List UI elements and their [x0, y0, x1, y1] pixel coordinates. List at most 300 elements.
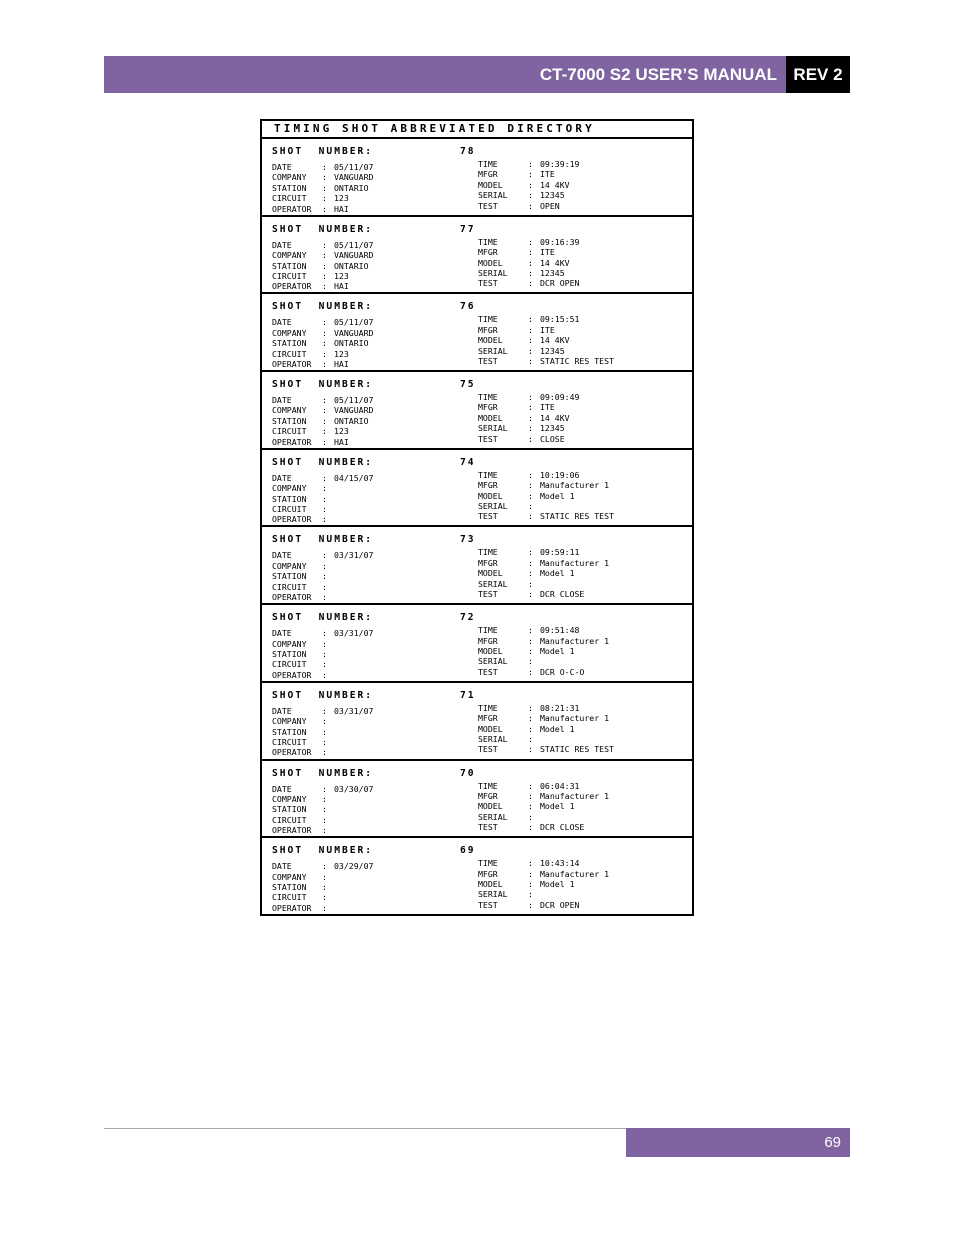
shot-record: [262, 217, 692, 295]
field-value: 04/15/07: [334, 472, 374, 483]
field-separator: :: [528, 656, 533, 667]
field-separator: :: [528, 469, 533, 480]
field-label: SERIAL: [478, 734, 508, 745]
field-label: TIME: [478, 469, 498, 480]
field-value: HAI: [334, 281, 349, 292]
shot-number: 70: [460, 767, 476, 779]
shot-record: [262, 372, 692, 450]
field-time: [478, 858, 609, 868]
field-mfgr: [478, 558, 609, 568]
field-label: MFGR: [478, 402, 498, 413]
field-time: [478, 470, 614, 480]
shot-left-fields: [272, 861, 373, 913]
field-operator: [272, 825, 373, 835]
field-mfgr: [478, 402, 579, 412]
field-mfgr: [478, 791, 609, 801]
field-separator: :: [322, 560, 327, 571]
field-separator: :: [528, 780, 533, 791]
field-label: TIME: [478, 547, 498, 558]
field-separator: :: [528, 500, 533, 511]
field-label: TEST: [478, 433, 498, 444]
field-separator: :: [528, 702, 533, 713]
field-label: MFGR: [478, 635, 498, 646]
field-separator: :: [528, 392, 533, 403]
field-value: 12345: [540, 345, 565, 356]
field-label: OPERATOR: [272, 825, 312, 836]
field-circuit: [272, 815, 373, 825]
field-label: DATE: [272, 472, 292, 483]
field-label: TIME: [478, 702, 498, 713]
field-test: [478, 744, 614, 754]
field-label: OPERATOR: [272, 592, 312, 603]
field-value: VANGUARD: [334, 172, 374, 183]
field-serial: [478, 190, 579, 200]
field-serial: [478, 346, 614, 356]
field-value: ONTARIO: [334, 415, 369, 426]
field-separator: :: [322, 737, 327, 748]
field-separator: :: [322, 814, 327, 825]
field-value: 123: [334, 426, 349, 437]
field-station: [272, 494, 373, 504]
field-separator: :: [528, 345, 533, 356]
field-label: MODEL: [478, 335, 503, 346]
field-separator: :: [322, 804, 327, 815]
field-value: 09:59:11: [540, 547, 580, 558]
field-label: OPERATOR: [272, 747, 312, 758]
field-serial: [478, 423, 579, 433]
field-label: TIME: [478, 314, 498, 325]
shot-record: [262, 450, 692, 528]
field-test: [478, 201, 579, 211]
field-value: 12345: [540, 267, 565, 278]
field-label: MODEL: [478, 179, 503, 190]
shot-record: [262, 838, 692, 916]
field-label: TEST: [478, 666, 498, 677]
field-label: MODEL: [478, 723, 503, 734]
field-operator: [272, 514, 373, 524]
field-operator: [272, 204, 373, 214]
field-operator: [272, 747, 373, 757]
field-value: HAI: [334, 359, 349, 369]
field-separator: :: [528, 547, 533, 558]
shot-record: [262, 605, 692, 683]
field-value: HAI: [334, 436, 349, 447]
field-separator: :: [528, 179, 533, 190]
shot-record: [262, 139, 692, 217]
field-label: SERIAL: [478, 578, 508, 589]
field-separator: :: [322, 493, 327, 504]
field-label: DATE: [272, 783, 292, 794]
field-station: [272, 649, 373, 659]
field-label: CIRCUIT: [272, 737, 307, 748]
field-date: [272, 784, 373, 794]
field-separator: :: [528, 625, 533, 636]
field-label: SERIAL: [478, 889, 508, 900]
field-label: COMPANY: [272, 716, 307, 727]
field-label: COMPANY: [272, 793, 307, 804]
field-value: DCR CLOSE: [540, 822, 585, 833]
field-date: [272, 240, 373, 250]
field-label: SERIAL: [478, 190, 508, 201]
field-separator: :: [322, 747, 327, 758]
field-model: [478, 335, 614, 345]
field-label: STATION: [272, 260, 307, 271]
field-separator: :: [528, 666, 533, 677]
field-separator: :: [322, 571, 327, 582]
field-value: 123: [334, 348, 349, 359]
field-value: ITE: [540, 247, 555, 258]
field-label: CIRCUIT: [272, 426, 307, 437]
field-test: [478, 822, 609, 832]
field-label: COMPANY: [272, 250, 307, 261]
shot-number-label: SHOT NUMBER:: [272, 456, 374, 468]
field-separator: :: [322, 861, 327, 872]
field-separator: :: [322, 716, 327, 727]
field-value: ITE: [540, 402, 555, 413]
field-label: CIRCUIT: [272, 659, 307, 670]
field-date: [272, 628, 373, 638]
field-mfgr: [478, 636, 609, 646]
field-separator: :: [528, 811, 533, 822]
field-test: [478, 434, 579, 444]
field-separator: :: [322, 193, 327, 204]
field-separator: :: [528, 236, 533, 247]
field-value: VANGUARD: [334, 250, 374, 261]
field-label: SERIAL: [478, 811, 508, 822]
field-separator: :: [528, 247, 533, 258]
field-separator: :: [528, 200, 533, 211]
shot-number-label: SHOT NUMBER:: [272, 379, 374, 391]
field-station: [272, 727, 373, 737]
field-value: 05/11/07: [334, 162, 374, 172]
field-company: [272, 872, 373, 882]
field-mfgr: [478, 869, 609, 879]
field-separator: :: [528, 169, 533, 180]
field-circuit: [272, 193, 373, 203]
field-separator: :: [322, 483, 327, 494]
shot-left-fields: [272, 162, 373, 214]
field-label: OPERATOR: [272, 203, 312, 214]
field-value: Model 1: [540, 879, 575, 889]
field-label: MFGR: [478, 324, 498, 335]
field-label: CIRCUIT: [272, 270, 307, 281]
field-time: [478, 314, 614, 324]
field-separator: :: [322, 338, 327, 349]
field-separator: :: [322, 825, 327, 836]
field-label: TIME: [478, 236, 498, 247]
field-date: [272, 395, 373, 405]
field-station: [272, 416, 373, 426]
field-label: TIME: [478, 858, 498, 869]
field-model: [478, 413, 579, 423]
field-separator: :: [322, 472, 327, 483]
field-separator: :: [528, 790, 533, 801]
shot-record: [262, 527, 692, 605]
field-value: Manufacturer 1: [540, 557, 610, 568]
field-separator: :: [322, 415, 327, 426]
shot-record: [262, 683, 692, 761]
field-separator: :: [528, 568, 533, 579]
field-separator: :: [322, 871, 327, 882]
field-value: STATIC RES TEST: [540, 744, 614, 755]
field-label: TEST: [478, 744, 498, 755]
field-separator: :: [528, 578, 533, 589]
field-value: VANGUARD: [334, 327, 374, 338]
field-label: STATION: [272, 648, 307, 659]
field-separator: :: [528, 744, 533, 755]
field-label: TEST: [478, 822, 498, 833]
field-separator: :: [528, 433, 533, 444]
shot-number-label: SHOT NUMBER:: [272, 612, 374, 624]
field-serial: [478, 734, 614, 744]
field-circuit: [272, 892, 373, 902]
shot-left-fields: [272, 784, 373, 836]
shot-record: [262, 761, 692, 839]
field-company: [272, 250, 373, 260]
field-company: [272, 172, 373, 182]
field-label: TIME: [478, 625, 498, 636]
field-circuit: [272, 504, 373, 514]
field-time: [478, 781, 609, 791]
field-separator: :: [528, 635, 533, 646]
field-label: MODEL: [478, 879, 503, 889]
field-value: 05/11/07: [334, 317, 374, 328]
shot-number: 72: [460, 612, 476, 624]
field-value: STATIC RES TEST: [540, 356, 614, 366]
shot-number: 74: [460, 456, 476, 468]
field-date: [272, 861, 373, 871]
field-separator: :: [528, 278, 533, 289]
field-label: TIME: [478, 780, 498, 791]
field-label: DATE: [272, 162, 292, 172]
field-separator: :: [528, 267, 533, 278]
field-label: STATION: [272, 804, 307, 815]
field-label: MODEL: [478, 801, 503, 812]
field-model: [478, 491, 614, 501]
field-station: [272, 804, 373, 814]
shot-right-fields: [478, 858, 609, 910]
field-date: [272, 550, 373, 560]
field-operator: [272, 903, 373, 913]
field-label: TIME: [478, 159, 498, 169]
shot-right-fields: [478, 392, 579, 444]
field-separator: :: [322, 359, 327, 369]
shot-left-fields: [272, 240, 373, 292]
shot-right-fields: [478, 703, 614, 755]
field-separator: :: [528, 190, 533, 201]
field-separator: :: [322, 592, 327, 603]
field-mfgr: [478, 480, 614, 490]
field-label: OPERATOR: [272, 436, 312, 447]
field-label: MFGR: [478, 480, 498, 491]
field-label: CIRCUIT: [272, 581, 307, 592]
field-label: DATE: [272, 550, 292, 561]
field-label: TEST: [478, 356, 498, 366]
field-circuit: [272, 426, 373, 436]
field-value: Manufacturer 1: [540, 713, 610, 724]
field-serial: [478, 812, 609, 822]
field-time: [478, 625, 609, 635]
field-date: [272, 162, 373, 172]
field-label: MFGR: [478, 868, 498, 879]
field-separator: :: [528, 159, 533, 169]
field-model: [478, 879, 609, 889]
field-value: ONTARIO: [334, 182, 369, 193]
field-separator: :: [528, 324, 533, 335]
field-company: [272, 483, 373, 493]
field-separator: :: [528, 889, 533, 900]
field-separator: :: [322, 503, 327, 514]
field-label: OPERATOR: [272, 359, 312, 369]
field-separator: :: [528, 402, 533, 413]
field-separator: :: [528, 899, 533, 910]
field-label: MODEL: [478, 490, 503, 501]
field-station: [272, 882, 373, 892]
field-company: [272, 639, 373, 649]
field-separator: :: [322, 783, 327, 794]
field-station: [272, 183, 373, 193]
field-separator: :: [322, 260, 327, 271]
field-label: STATION: [272, 182, 307, 193]
field-label: CIRCUIT: [272, 348, 307, 359]
field-value: 09:51:48: [540, 625, 580, 636]
field-model: [478, 258, 579, 268]
field-label: DATE: [272, 861, 292, 872]
field-separator: :: [528, 557, 533, 568]
field-company: [272, 561, 373, 571]
field-separator: :: [322, 281, 327, 292]
field-label: SERIAL: [478, 656, 508, 667]
field-label: COMPANY: [272, 172, 307, 183]
field-operator: [272, 592, 373, 602]
field-model: [478, 180, 579, 190]
field-time: [478, 392, 579, 402]
shot-right-fields: [478, 237, 579, 289]
field-circuit: [272, 349, 373, 359]
shot-number-label: SHOT NUMBER:: [272, 534, 374, 546]
header-title: CT-7000 S2 USER’S MANUAL: [104, 56, 786, 93]
field-value: 03/29/07: [334, 861, 374, 872]
field-label: STATION: [272, 338, 307, 349]
field-value: 14 4KV: [540, 179, 570, 190]
field-separator: :: [322, 395, 327, 406]
shot-left-fields: [272, 473, 373, 525]
field-separator: :: [322, 726, 327, 737]
shot-number-label: SHOT NUMBER:: [272, 223, 374, 235]
shot-number-label: SHOT NUMBER:: [272, 845, 374, 857]
shot-right-fields: [478, 547, 609, 599]
shot-list: [262, 139, 692, 916]
field-separator: :: [528, 645, 533, 656]
field-separator: :: [528, 858, 533, 869]
field-separator: :: [528, 801, 533, 812]
shot-left-fields: [272, 706, 373, 758]
field-value: 14 4KV: [540, 257, 570, 268]
field-separator: :: [528, 314, 533, 325]
field-separator: :: [322, 669, 327, 680]
field-label: MODEL: [478, 645, 503, 656]
field-value: 12345: [540, 190, 565, 201]
field-value: 09:09:49: [540, 392, 580, 403]
field-label: CIRCUIT: [272, 193, 307, 204]
field-separator: :: [528, 511, 533, 522]
field-value: STATIC RES TEST: [540, 511, 614, 522]
field-value: Manufacturer 1: [540, 480, 610, 491]
field-date: [272, 317, 373, 327]
field-company: [272, 405, 373, 415]
field-separator: :: [322, 162, 327, 172]
field-separator: :: [322, 550, 327, 561]
field-label: STATION: [272, 493, 307, 504]
field-value: 09:15:51: [540, 314, 580, 325]
field-separator: :: [322, 638, 327, 649]
field-value: 09:16:39: [540, 236, 580, 247]
field-circuit: [272, 737, 373, 747]
field-value: 03/30/07: [334, 783, 374, 794]
field-label: SERIAL: [478, 423, 508, 434]
shot-number: 71: [460, 689, 476, 701]
field-label: MODEL: [478, 568, 503, 579]
field-operator: [272, 670, 373, 680]
shot-left-fields: [272, 550, 373, 602]
field-separator: :: [322, 581, 327, 592]
field-separator: :: [528, 868, 533, 879]
shot-right-fields: [478, 314, 614, 366]
field-separator: :: [322, 203, 327, 214]
field-time: [478, 547, 609, 557]
shot-right-fields: [478, 625, 609, 677]
field-separator: :: [528, 490, 533, 501]
field-label: DATE: [272, 239, 292, 250]
field-value: DCR O-C-O: [540, 666, 585, 677]
field-value: 05/11/07: [334, 239, 374, 250]
field-date: [272, 706, 373, 716]
field-separator: :: [322, 628, 327, 639]
field-model: [478, 801, 609, 811]
field-separator: :: [528, 356, 533, 366]
field-serial: [478, 268, 579, 278]
field-separator: :: [322, 514, 327, 525]
field-value: Model 1: [540, 645, 575, 656]
field-value: Model 1: [540, 801, 575, 812]
shot-left-fields: [272, 395, 373, 447]
field-time: [478, 703, 614, 713]
field-operator: [272, 281, 373, 291]
field-value: 10:19:06: [540, 469, 580, 480]
field-separator: :: [322, 793, 327, 804]
field-separator: :: [528, 822, 533, 833]
field-serial: [478, 579, 609, 589]
field-value: 10:43:14: [540, 858, 580, 869]
field-label: CIRCUIT: [272, 892, 307, 903]
shot-number: 69: [460, 845, 476, 857]
field-separator: :: [528, 257, 533, 268]
field-separator: :: [322, 659, 327, 670]
field-company: [272, 328, 373, 338]
shot-number-label: SHOT NUMBER:: [272, 767, 374, 779]
field-value: 06:04:31: [540, 780, 580, 791]
field-label: MFGR: [478, 247, 498, 258]
field-separator: :: [322, 182, 327, 193]
field-value: 123: [334, 193, 349, 204]
field-separator: :: [528, 713, 533, 724]
field-label: TEST: [478, 511, 498, 522]
field-value: DCR CLOSE: [540, 589, 585, 600]
field-model: [478, 724, 614, 734]
field-circuit: [272, 271, 373, 281]
field-value: ITE: [540, 324, 555, 335]
field-label: CIRCUIT: [272, 503, 307, 514]
